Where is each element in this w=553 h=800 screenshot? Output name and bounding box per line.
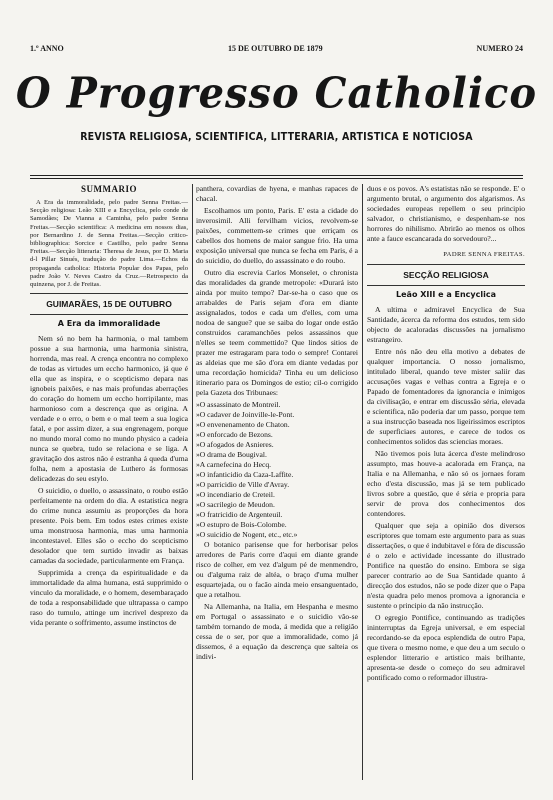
list-item: »A carnefecina do Hecq.: [196, 460, 272, 469]
article-paragraph: Na Allemanha, na Italia, em Hespanha e mesmo em Portugal o assassinato e o suicidio vão-se também tornando de moda, á medida que a religião cessa de o ser, por que a immoralidade, como já dissemos, é a equação da descrença que salteia os indivi-: [196, 602, 358, 661]
masthead-rule-top: [30, 175, 523, 176]
list-item: »O assassinato de Montreil.: [196, 400, 281, 409]
volume-label: 1.º ANNO: [30, 44, 64, 53]
column-2: [196, 184, 358, 664]
article-paragraph: Qualquer que seja a opinião dos diversos escriptores que tomam este argumento para as suas dissertações, o que é indubitavel e fóra de discussão é o zelo e actividade incessante do illustrado Pontifice na questão do ensino. Embora se siga parecer contrario ao de Sua Santidade quanto á direcção dos estudos, não se pode dizer que o Papa n'esta quadra pelo menos promova a ignorancia e sustente o principio da não instrucção.: [367, 521, 525, 610]
article-paragraph: Supprimida a crença da espiritualidade e da immortalidade da alma humana, está supprimido o vinculo da moralidade, e o homem, desembaraçado de toda a responsabilidade que ultrapassa o campo raso do tumulo, attinge um incrivel desprezo da vida perante o soffrimento, assume instinctos de: [30, 568, 188, 628]
article-title: Leão XIII e a Encyclica: [396, 290, 496, 299]
list-item: »O fratricidio de Argenteuil.: [196, 510, 283, 519]
list-item: »O estupro de Bois-Colombe.: [196, 520, 287, 529]
list-item: »O cadaver de Joinville-le-Pont.: [196, 410, 295, 419]
article-paragraph: O suicidio, o duello, o assassinato, o roubo estão perfeitamente na ordem do dia. A estatistica negra do crime nunca assumiu as proporções da hora presente. Pois bem. Em todos estes crimes existe uma monstruosa harmonia, mas uma harmonia incontestavel. Elles são o eccho do scepticismo desolador que tem surtido invadir as baixas camadas da sociedade, particularmente em França.: [30, 486, 188, 566]
list-item: »O afogados de Asnieres.: [196, 440, 274, 449]
column-1: [30, 184, 188, 630]
list-item: »O sacrilegio de Meudon.: [196, 500, 275, 509]
masthead-rule-bottom: [30, 178, 523, 179]
dateline: GUIMARÃES, 15 DE OUTUBRO: [46, 299, 172, 310]
list-item: »O drama de Bougival.: [196, 450, 267, 459]
article-paragraph: panthera, covardias de hyena, e manhas rapaces de chacal.: [196, 184, 358, 203]
list-item: »O envenenamento de Chaton.: [196, 420, 290, 429]
list-item: »O incendiario de Creteil.: [196, 490, 275, 499]
article-paragraph: duos e os povos. A's estatistas não se responde. E' o argumento brutal, o argumento dos algarismos. As sociedades europeas repellem o seu principio salvador, o christianismo, e despenham-se nos horrores do nihilismo. Abrirão ao menos os olhos ante a fauce escancarada do sorvedouro?...: [367, 184, 525, 243]
issue-number: NUMERO 24: [476, 44, 523, 53]
summary-text: A Era da immoralidade, pelo padre Senna Freitas.—Secção religiosa: Leão XIII e a Encyclica, pelo conde de Samodães; De Vianna a Caminha, pelo padre Senna Freitas.—Secção scientifica: A medicina em nossos dias, por Bernardino J. de Senna Freitas.—Secção critico-bibliographica: Sorcice e Castilho, pelo padre Senna Freitas.—Secção litteraria: Theresa de Jesus, por D. Maria d-l Pillar Sinués, tradução do padre Lima.—Echos da propaganda catholica: Historia Popular dos Papas, pelo padre João V. Neves Castro da Cruz.—Retrospecto da quinzena, por J. de Freitas.: [30, 199, 188, 289]
article-paragraph: A ultima e admiravel Encyclica de Sua Santidade, ácerca da reforma dos estudos, tem sido objecto de acaloradas discussões na jornalismo estrangeiro.: [367, 305, 525, 344]
top-line: [30, 44, 523, 56]
column-3: [367, 184, 525, 685]
article-paragraph: O egregio Pontifice, continuando as tradições ininterruptas da Egreja universal, e em especial recordando-se da epoca esplendida de outro Papa, que tivera o mesmo nome, e que deu a um seculo o esplendor litterario e artistico mais brilhante, apresenta-se desde o começo do seu admiravel pontificado como o reformador illustra-: [367, 613, 525, 682]
article-paragraph: Não tivemos pois luta ácerca d'este melindroso assumpto, mas houve-a acalorada em França, na Italia e na Allemanha, e não só os jornaes foram echo d'esta discussão, mas já se tem publicado livros sobre a questão, que é séria e propria para servir de prova dos conhecimentos dos contendores.: [367, 449, 525, 518]
author-signature: PADRE SENNA FREITAS.: [443, 251, 525, 258]
article-title: A Era da immoralidade: [57, 319, 161, 329]
summary-title: SUMMARIO: [81, 184, 137, 194]
list-item: »O infanticidio da Caza-Laffite.: [196, 470, 294, 479]
list-item: »O suicidio de Nogent, etc., etc.»: [196, 530, 298, 539]
list-item: »O parricidio de Ville d'Avray.: [196, 480, 290, 489]
article-paragraph: Escolhamos um ponto, Paris. E' esta a cidade do inverosimil. Alli fervilham vicios, revolvem-se paixões, commettem-se crimes que erriçam os cabellos dos homens de maior sangue frio. Ha uma exposição universal que nunca se fecha em Paris, é a do suicidio, do duello, do assassinato e do roubo.: [196, 206, 358, 265]
issue-date: 15 DE OUTUBRO DE 1879: [228, 44, 323, 53]
article-paragraph: Entre nós não deu ella motivo a debates de qualquer importancia. O nosso jornalismo, intitulado liberal, quando teve mister saliir das accusações vagas e velhas contra a Egreja e o Papado de fomentadores da ignorancia e inimigos da civilisação, e entrar em discussão séria, elevada e scientifica, não poderia dar um passo, porque tem a sua instrucção baseada nos ligeirissimos escriptos de superficiaes autores, e carece de todos os conhecimentos solidos das sciencias moraes.: [367, 347, 525, 446]
list-item: »O enforcado de Bezons.: [196, 430, 273, 439]
masthead-subtitle: REVISTA RELIGIOSA, SCIENTIFICA, LITTERARIA, ARTISTICA E NOTICIOSA: [80, 131, 473, 143]
column-divider-1: [192, 184, 193, 780]
masthead-title: O Progresso Catholico: [15, 68, 538, 119]
crime-list: [196, 400, 358, 540]
article-paragraph: Outro dia escrevia Carlos Monselet, o chronista das moralidades da grande metropole: «Durará isto ainda por muito tempo? Dar-se-ha o caso que os arrabaldes de Paris sejam d'ora em diante assignalados, todos e cada um d'elles, com uma nodoa de sangue? que se saiba do logar onde estão construidos caramanchões pelos assassinos que n'elles se teem commettido? Que lindos sitios de prazer me estragaram para todo o sempre! Contarei as aldeias que me são d'ora em diante vedadas por uma recordação homicida? Tinha eu um delicioso itinerario para os Domingos de estio; cil-o corrigido pela Gazeta dos Tribunaes:: [196, 268, 358, 397]
column-divider-2: [362, 184, 363, 780]
article-paragraph: Nem só no bem ha harmonia, o mal tambem possue a sua harmonia, uma harmonia sinistra, horrenda, mas real. A crença encontra no complexo de todas as virtudes um eccho harmonico, já que é ella que as inspira, e o scepticismo depara nas ignobeis paixões, e nas mais profundas aberrações do coração do homem um eccho horripilante, mas harmonioso com a descrença que as origina. A verdade e o erro, o bem e o mal teem a sua logica fatal, e por assim dizer, a sua engrenagem, porque no mundo moral como no mundo physico a cadeia nunca se quebra, tudo se relaciona e se liga. A gravitação dos astros não é estranha á queda d'uma folha, nem a apostasia de Luthero ás formosas delicadezas do seu estylo.: [30, 334, 188, 484]
section-title: SECÇÃO RELIGIOSA: [403, 270, 489, 280]
article-paragraph: O botanico parisense que for herborisar pelos arredores de Paris corre d'aqui em diante grande risco de colher, em vez d'algum pé de menmendro, ou d'alguma raiz de altéa, o braço d'uma mulher esquartejada, ou o facão ainda meio ensanguentado, que a retalhou.: [196, 540, 358, 599]
